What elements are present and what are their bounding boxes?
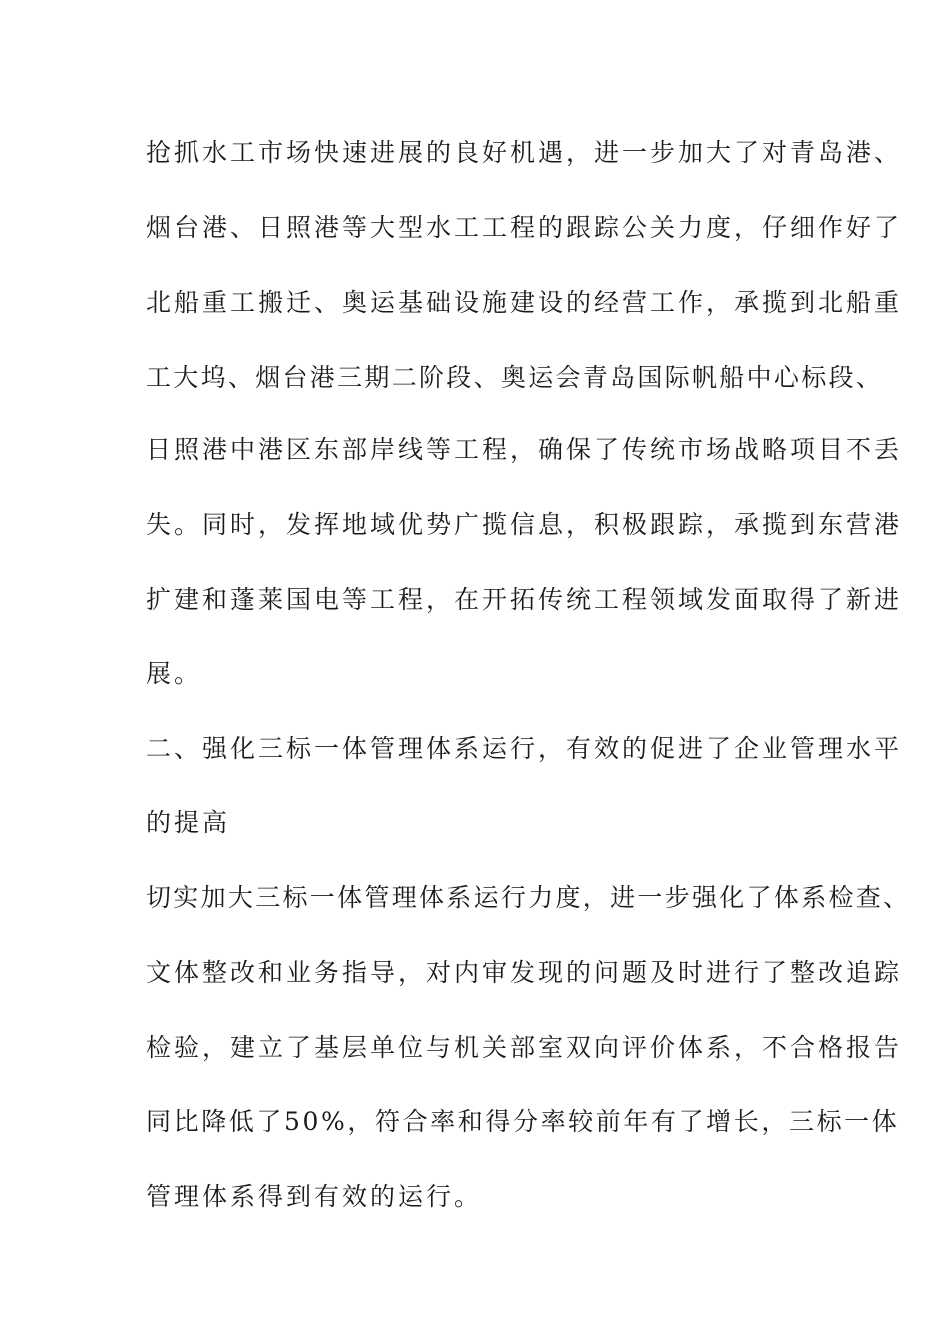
paragraph-1-line-8: 展。	[146, 659, 203, 688]
paragraph-1-line-3: 北船重工搬迁、奥运基础设施建设的经营工作，承揽到北船重	[146, 288, 903, 317]
paragraph-1-line-2: 烟台港、日照港等大型水工工程的跟踪公关力度，仔细作好了	[146, 213, 903, 242]
paragraph-1-line-6: 失。同时，发挥地域优势广揽信息，积极跟踪，承揽到东营港	[146, 510, 903, 539]
section-heading-line-2: 的提高	[146, 808, 231, 837]
paragraph-1-line-5: 日照港中港区东部岸线等工程，确保了传统市场战略项目不丢	[146, 435, 903, 464]
section-heading-line-1: 二、强化三标一体管理体系运行，有效的促进了企业管理水平	[146, 734, 903, 763]
paragraph-2-line-4: 同比降低了50%，符合率和得分率较前年有了增长，三标一体	[146, 1107, 900, 1136]
paragraph-2-line-5: 管理体系得到有效的运行。	[146, 1182, 483, 1211]
paragraph-2-line-2: 文体整改和业务指导，对内审发现的问题及时进行了整改追踪	[146, 958, 903, 987]
paragraph-1-line-4: 工大坞、烟台港三期二阶段、奥运会青岛国际帆船中心标段、	[146, 363, 884, 392]
paragraph-1-line-7: 扩建和蓬莱国电等工程，在开拓传统工程领域发面取得了新进	[146, 585, 903, 614]
paragraph-2-line-3: 检验，建立了基层单位与机关部室双向评价体系，不合格报告	[146, 1033, 903, 1062]
paragraph-1-line-1: 抢抓水工市场快速进展的良好机遇，进一步加大了对青岛港、	[146, 138, 903, 167]
paragraph-2-line-1: 切实加大三标一体管理体系运行力度，进一步强化了体系检查、	[146, 883, 911, 912]
